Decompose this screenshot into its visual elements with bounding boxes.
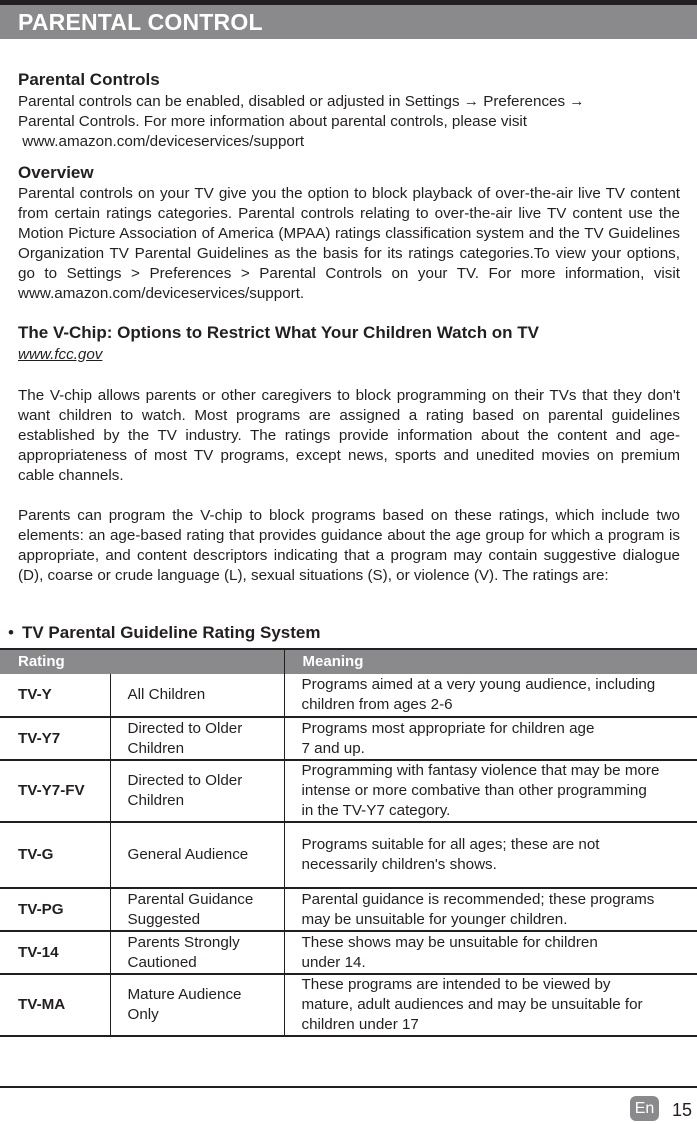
rating-meaning [284, 717, 697, 760]
page-number: 15 [672, 1100, 693, 1120]
footer-rule [0, 1086, 697, 1088]
rating-meaning [284, 674, 697, 717]
label-line: Only [127, 1006, 159, 1023]
language-badge: En [630, 1096, 659, 1121]
rating-meaning [284, 931, 697, 974]
page-title: PARENTAL CONTROL [18, 9, 263, 35]
parental-controls-line-1: Parental controls can be enabled, disabled or adjusted in Settings → Preferences → [18, 93, 585, 110]
label-line: General Audience [127, 846, 249, 863]
rating-label [110, 974, 284, 1036]
meaning-line: intense or more combative than other programming [301, 782, 647, 799]
table-row [0, 974, 697, 1036]
table-row [0, 931, 697, 974]
meaning-line: Programs aimed at a very young audience, including [301, 676, 656, 693]
meaning-line: in the TV-Y7 category. [301, 802, 451, 819]
meaning-line: 7 and up. [301, 739, 365, 757]
overview-heading: Overview [18, 163, 94, 182]
ratings-header-row [0, 649, 697, 674]
vchip-paragraph-1: The V-chip allows parents or other caregivers to block programming on their TVs that they don't want children to watch. Most programs are assigned a rating based on parental guidelines established by the TV industry. The ratings provide information about the content and age-appropriateness of most TV programs, except news, sports and unedited movies on premium cable channels. [18, 387, 680, 484]
meaning-line: Programs suitable for all ages; these are not [301, 836, 600, 853]
meaning-line: These programs are intended to be viewed by [301, 976, 611, 993]
meaning-line: children from ages 2-6 [301, 696, 453, 713]
meaning-column-header: Meaning [284, 649, 697, 674]
table-row [0, 888, 697, 931]
rating-label [110, 931, 284, 974]
vchip-heading: The V-Chip: Options to Restrict What Your Children Watch on TV [18, 323, 540, 342]
rating-meaning [284, 822, 697, 888]
label-line: Suggested [127, 910, 201, 928]
label-line: Directed to Older [127, 719, 243, 737]
rating-label [110, 717, 284, 760]
rating-code: TV-MA [0, 974, 110, 1036]
rating-label [110, 822, 284, 888]
table-row [0, 760, 697, 822]
rating-code: TV-Y [0, 674, 110, 717]
label-line: All Children [127, 686, 206, 703]
label-line: Parental Guidance [127, 890, 254, 908]
rating-code: TV-Y7 [0, 717, 110, 760]
rating-column-header: Rating [0, 649, 284, 674]
rating-label [110, 888, 284, 931]
meaning-line: under 14. [301, 953, 366, 971]
support-url: www.amazon.com/deviceservices/support [18, 133, 305, 150]
meaning-line: necessarily children's shows. [301, 856, 497, 873]
rating-code: TV-PG [0, 888, 110, 931]
rating-meaning [284, 888, 697, 931]
rating-code: TV-G [0, 822, 110, 888]
meaning-line: mature, adult audiences and may be unsuitable for [301, 996, 643, 1013]
label-line: Children [127, 739, 185, 757]
rating-meaning [284, 974, 697, 1036]
section-banner [0, 5, 697, 39]
rating-system-title [8, 623, 320, 643]
label-line: Cautioned [127, 953, 197, 971]
label-line: Parents Strongly [127, 933, 240, 951]
table-row [0, 822, 697, 888]
parental-controls-heading: Parental Controls [18, 70, 160, 89]
meaning-line: children under 17 [301, 1016, 419, 1033]
rating-label [110, 760, 284, 822]
fcc-link[interactable]: www.fcc.gov [18, 346, 103, 363]
label-line: Mature Audience [127, 986, 242, 1003]
vchip-paragraph-2: Parents can program the V-chip to block programs based on these ratings, which include two elements: an age-based rating that provides guidance about the age group for which a program is appropriate, and content descriptors indicating that a program may contain suggestive dialogue (D), coarse or crude language (L), sexual situations (S), or violence (V). The ratings are: [18, 507, 680, 584]
ratings-table [0, 648, 697, 1037]
meaning-line: may be unsuitable for younger children. [301, 910, 568, 928]
label-line: Directed to Older [127, 772, 243, 789]
meaning-line: Parental guidance is recommended; these programs [301, 890, 655, 908]
rating-code: TV-Y7-FV [0, 760, 110, 822]
parental-controls-line-2: Parental Controls. For more information about parental controls, please visit [18, 113, 528, 130]
rating-code: TV-14 [0, 931, 110, 974]
rating-label [110, 674, 284, 717]
meaning-line: These shows may be unsuitable for children [301, 933, 598, 951]
overview-paragraph: Parental controls on your TV give you the option to block playback of over-the-air live TV content from certain ratings categories. Parental controls relating to over-the-air live TV content use the Motion Picture Association of America (MPAA) ratings classification system and the TV Guidelines Organization TV Parental Guidelines as the basis for its ratings categories.To view your options, go to Settings > Preferences > Parental Controls on your TV. For more information, visit www.amazon.com/deviceservices/support. [18, 185, 680, 302]
table-row [0, 717, 697, 760]
table-row [0, 674, 697, 717]
bullet-dot: • [8, 623, 14, 642]
rating-meaning [284, 760, 697, 822]
rating-system-title-text: TV Parental Guideline Rating System [21, 623, 321, 642]
meaning-line: Programs most appropriate for children age [301, 719, 595, 737]
meaning-line: Programming with fantasy violence that may be more [301, 762, 660, 779]
label-line: Children [127, 792, 185, 809]
